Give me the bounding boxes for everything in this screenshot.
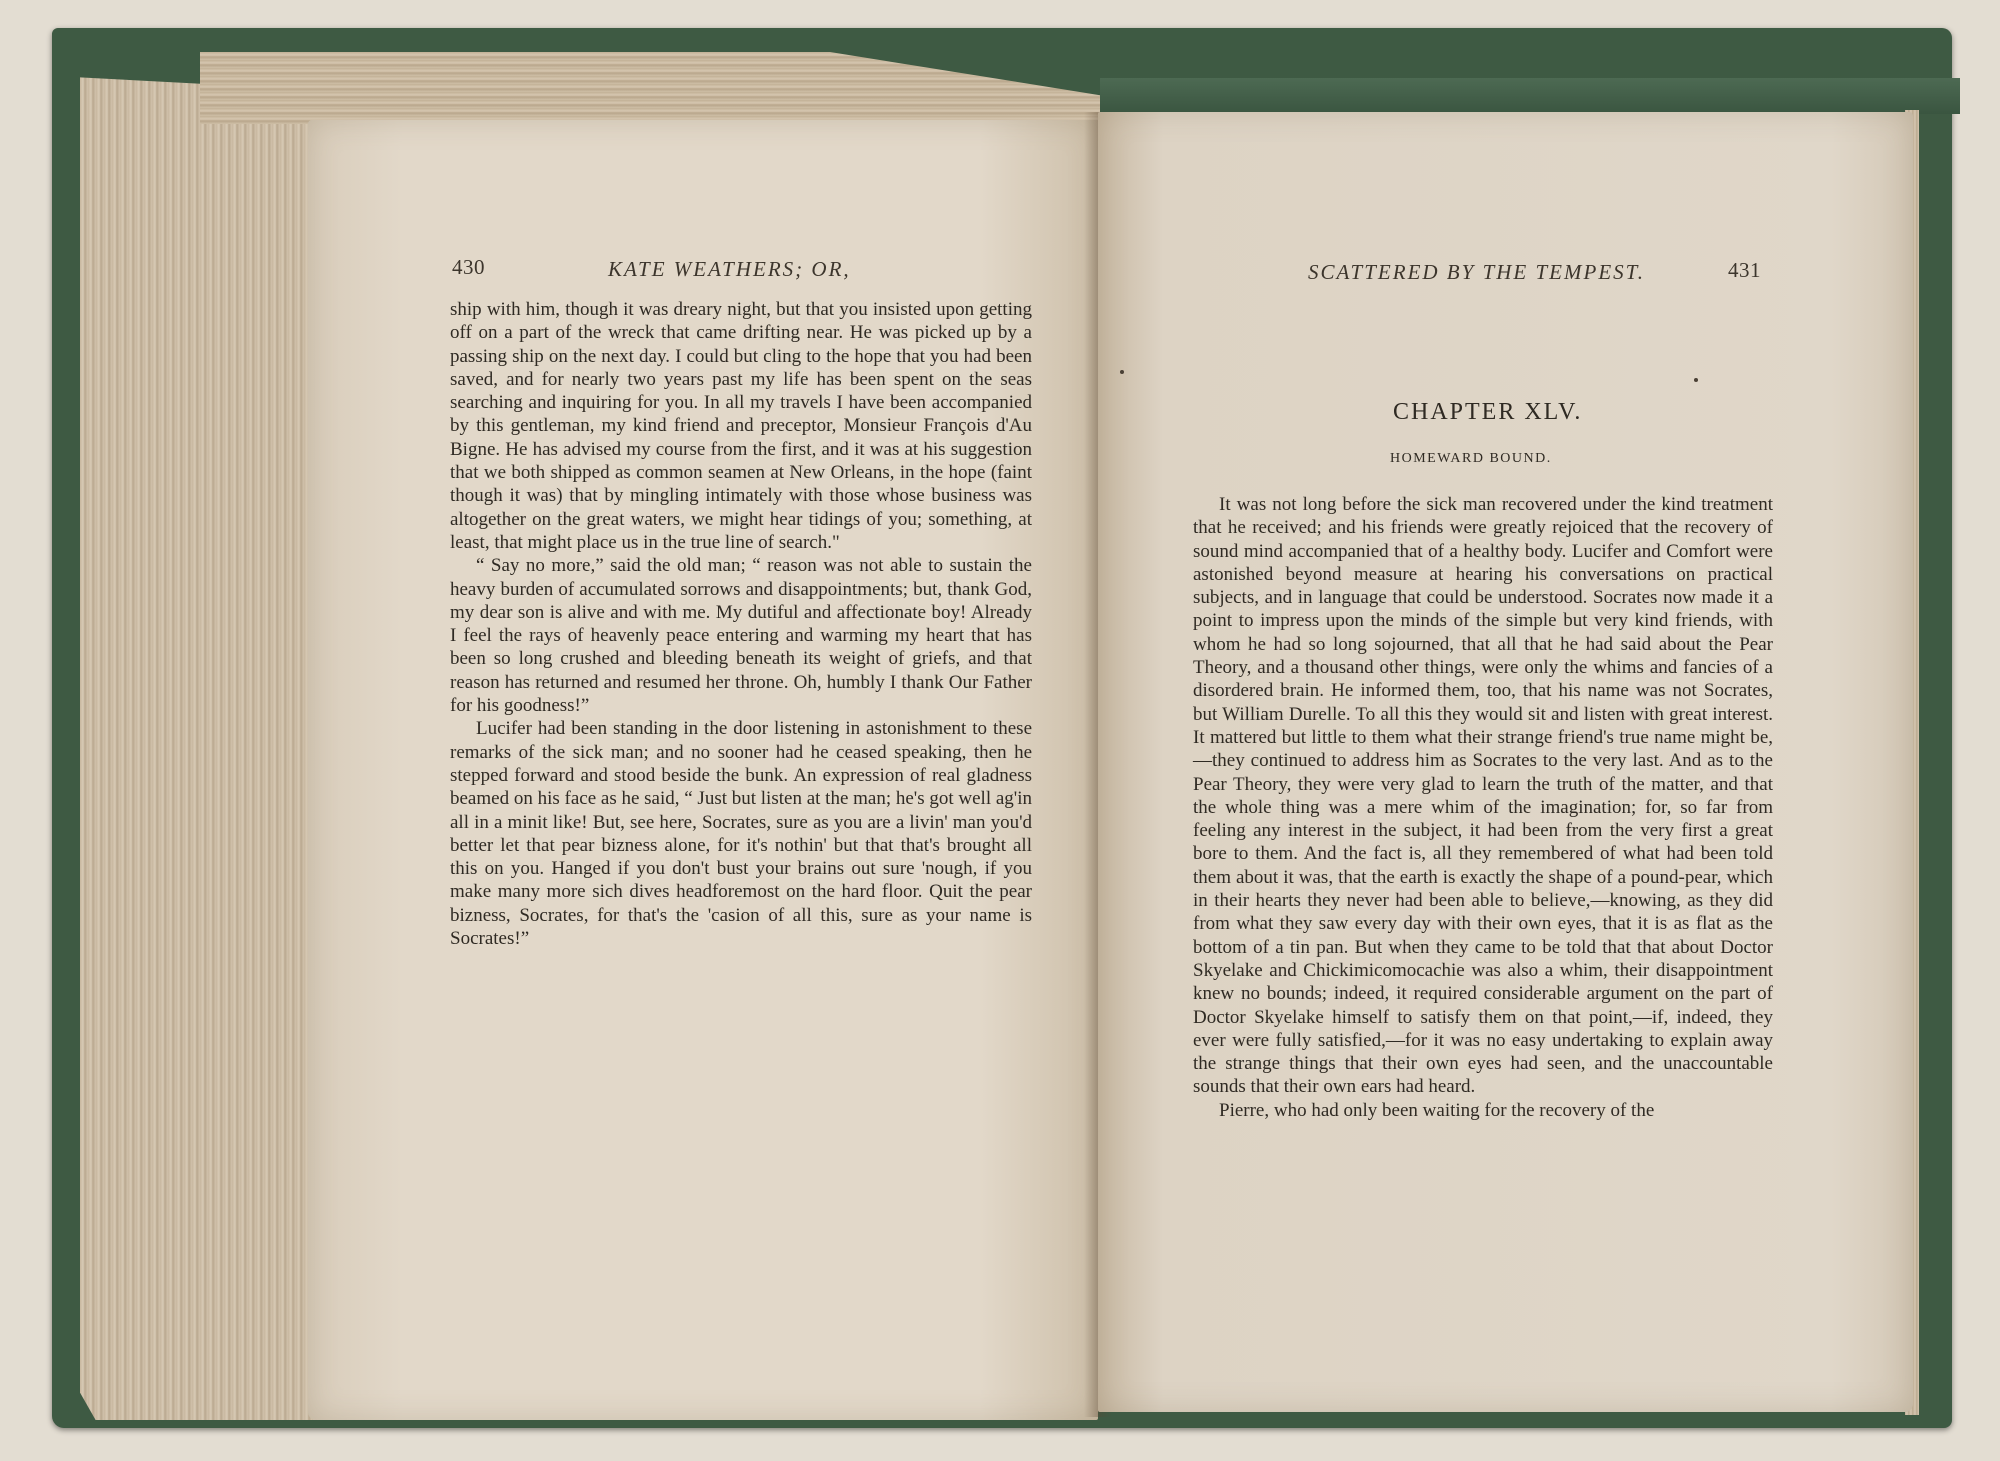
paragraph: ship with him, though it was dreary night, but that you insisted upon getting off on a part of the wreck that came drifting near. He was picked up by a passing ship on the next day. I could but cling to the hope that you had been saved, and for nearly two years past my life has been spent on the seas searching and inquiring for you. In all my travels I have been accompanied by this gentleman, my kind friend and preceptor, Monsieur François d'Au Bigne. He has advised my course from the first, and it was at his suggestion that we both shipped as common seamen at New Orleans, in the hope (faint though it was) that by mingling intimately with those whose business was altogether on the great waters, we might hear tidings of you; something, at least, that might place us in the true line of search." [450, 299, 1032, 553]
paragraph: It was not long before the sick man recovered under the kind treatment that he received; and his friends were greatly rejoiced that the recovery of sound mind accompanied that of a healthy body. Lucifer and Comfort were astonished beyond measure at hearing his conversations on practical subjects, and in language that could be understood. Socrates now made it a point to impress upon the minds of the simple but very kind friends, with whom he had so long sojourned, that all that he had said about the Pear Theory, and a thousand other things, were only the whims and fancies of a disordered brain. He informed them, too, that his name was not Socrates, but William Durelle. To all this they would sit and listen with great interest. It mattered but little to them what their strange friend's true name might be,—they continued to address him as Socrates to the very last. And as to the Pear Theory, they were very glad to learn the truth of the matter, and that the whole thing was a mere whim of the imagination; for, so far from feeling any interest in the subject, it had been from the very first a great bore to them. And the fact is, all they remembered of what had been told them about it was, that the earth is exactly the shape of a pound-pear, which in their hearts they never had been able to believe,—knowing, as they did from what they saw every day with their own eyes, that it is as flat as the bottom of a tin pan. But when they came to be told that that about Doctor Skyelake and Chickimicomocachie was also a whim, their disappointment knew no bounds; indeed, it required considerable argument on the part of Doctor Skyelake himself to satisfy them on that point,—if, indeed, they ever were fully satisfied,—for it was no easy undertaking to explain away the strange things that their own eyes had seen, and the unaccountable sounds that their own ears had heard. [1193, 494, 1773, 1098]
running-head: SCATTERED BY THE TEMPEST. [1308, 260, 1646, 284]
chapter-title: CHAPTER XLV. [1393, 399, 1583, 425]
right-page [1098, 112, 1913, 1412]
page-number: 431 [1728, 258, 1761, 282]
paragraph: “ Say no more,” said the old man; “ reason was not able to sustain the heavy burden of accumulated sorrows and disappointments; but, thank God, my dear son is alive and with me. My dutiful and affectionate boy! Already I feel the rays of heavenly peace entering and warming my heart that has been so long crushed and bleeding beneath its weight of griefs, and that reason has returned and resumed her throne. Oh, humbly I thank Our Father for his goodness!” [450, 555, 1032, 717]
paragraph: Lucifer had been standing in the door listening in astonishment to these remarks of the sick man; and no sooner had he ceased speaking, then he stepped forward and stood beside the bunk. An expression of real gladness beamed on his face as he said, “ Just but listen at the man; he's got well ag'in all in a minit like! But, see here, Socrates, sure as you are a livin' man you'd better let that pear bizness alone, for it's nothin' but that that's brought all this on you. Hanged if you don't bust your brains out sure 'nough, if you make many more sich dives headforemost on the hard floor. Quit the pear bizness, Socrates, for that's the 'casion of all this, sure as your name is Socrates!” [450, 718, 1032, 950]
left-page-body [450, 298, 1032, 950]
cover-edge [1100, 78, 1960, 114]
paper-speck [1694, 378, 1698, 382]
chapter-subtitle: HOMEWARD BOUND. [1390, 451, 1552, 466]
paragraph: Pierre, who had only been waiting for the recovery of the [1219, 1099, 1655, 1121]
running-head: KATE WEATHERS; OR, [608, 257, 851, 281]
left-page [308, 120, 1098, 1420]
right-page-body [1193, 493, 1773, 1122]
page-number: 430 [452, 255, 485, 279]
page-edges-left [80, 50, 340, 1420]
paper-speck [1120, 370, 1124, 374]
